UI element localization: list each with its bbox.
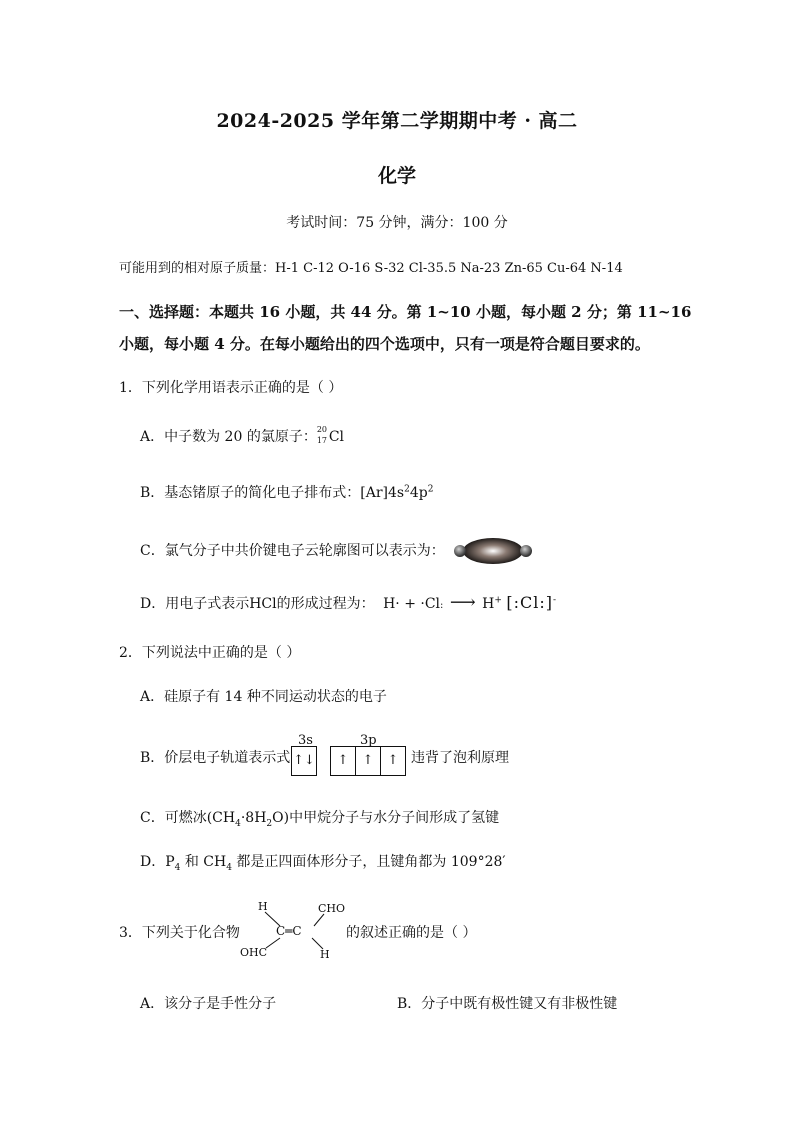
orbital-cell: ↑: [380, 747, 405, 775]
electron-cloud-figure: [451, 536, 535, 566]
exam-title: 2024-2025 学年第二学期期中考 · 高二: [216, 110, 578, 132]
sup: 2: [427, 484, 434, 495]
formula-cl: Cl: [424, 596, 441, 612]
mass-number: 20: [316, 425, 328, 434]
exam-info: 考试时间：75 分钟，满分：100 分: [286, 215, 508, 231]
q2-option-b: [140, 747, 290, 767]
bond-lines: [240, 898, 350, 964]
text: D．P: [140, 854, 175, 870]
q1-option-c-text: C．氯气分子中共价键电子云轮廓图可以表示为：: [140, 543, 445, 559]
text: C．可燃冰(CH: [140, 810, 236, 826]
text: 和 CH: [180, 854, 227, 870]
orbital-cell: ↑: [355, 747, 380, 775]
element-symbol: Cl: [328, 429, 345, 445]
struct-ohc: OHC: [240, 946, 268, 959]
sub: 2: [266, 818, 273, 829]
q2-option-b-text: B．价层电子轨道表示式: [140, 750, 291, 766]
orbital-3p-box: [330, 746, 406, 776]
struct-cho: CHO: [318, 902, 346, 915]
reaction-arrow: ⟶: [449, 592, 476, 613]
chloride-ion: [:Cl:]: [506, 593, 553, 612]
sub: 4: [174, 862, 181, 873]
q1-option-d-text: D．用电子式表示HCl的形成过程为：: [140, 596, 375, 612]
sup: -: [552, 595, 557, 606]
struct-cc: C═C: [276, 924, 302, 938]
q1-option-d: [140, 592, 556, 613]
label-3s: 3s: [298, 733, 313, 748]
sub: 4: [226, 862, 232, 873]
orbital-cell: ↑: [337, 753, 349, 768]
text: ·8H: [240, 810, 267, 826]
q2-option-c: [140, 807, 499, 829]
formula-h: H: [482, 596, 495, 612]
formula-h-part: H· + ·: [383, 596, 425, 612]
q1-option-c: [140, 536, 535, 566]
q2-option-a: A．硅原子有 14 种不同运动状态的电子: [140, 689, 387, 705]
struct-h-top: H: [258, 900, 268, 913]
q1-option-a-text: A．中子数为 20 的氯原子：: [140, 429, 317, 445]
text: 都是正四面体形分子，且键角都为 109°28′: [231, 854, 506, 870]
orbital-cell: ↑↓: [293, 753, 315, 768]
q1-option-b-mid: 4p: [409, 485, 428, 501]
structural-formula: [240, 898, 350, 964]
q1-option-b-text: B．基态锗原子的简化电子排布式：[Ar]4s: [140, 485, 405, 501]
atomic-number: 17: [316, 436, 328, 445]
q3-stem-before: 3．下列关于化合物: [119, 925, 240, 941]
q1-option-b: [140, 482, 433, 502]
q3-stem-after: 的叙述正确的是（ ）: [346, 925, 477, 941]
orbital-3s-box: [291, 746, 317, 776]
sup: 2: [404, 484, 410, 495]
atomic-masses: 可能用到的相对原子质量：H-1 C-12 O-16 S-32 Cl-35.5 Na-23 Zn-65 Cu-64 N-14: [119, 261, 623, 276]
q3-option-b: B．分子中既有极性键又有非极性键: [397, 996, 618, 1012]
q2-option-d: [140, 851, 506, 873]
q1-stem: 1．下列化学用语表示正确的是（ ）: [119, 380, 343, 396]
label-3p: 3p: [360, 733, 377, 748]
q1-option-a: [140, 426, 344, 446]
q2-option-b-after: 违背了泡利原理: [411, 750, 509, 766]
subject-title: 化学: [377, 165, 416, 187]
sup: +: [494, 595, 502, 606]
struct-h-bottom: H: [320, 948, 330, 961]
text: O)中甲烷分子与水分子间形成了氢键: [272, 810, 500, 826]
q2-stem: 2．下列说法中正确的是（ ）: [119, 645, 301, 661]
sub: 4: [235, 818, 241, 829]
section-instructions-line2: 小题，每小题 4 分。在每小题给出的四个选项中，只有一项是符合题目要求的。: [119, 335, 650, 353]
hcl-formation-formula: H· + ·Cl: ⟶ H+ [:Cl:]-: [383, 592, 557, 613]
isotope-notation: [316, 425, 329, 446]
q3-option-a: A．该分子是手性分子: [140, 996, 277, 1012]
section-instructions-line1: 一、选择题：本题共 16 小题，共 44 分。第 1~10 小题，每小题 2 分；第 11~16: [119, 303, 692, 321]
